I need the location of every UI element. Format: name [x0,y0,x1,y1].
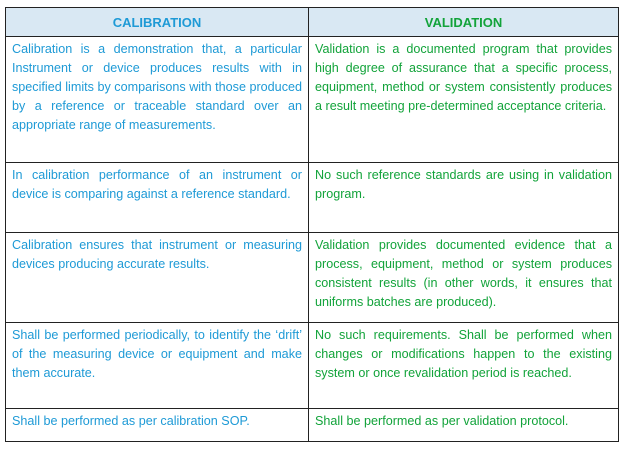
validation-reference-text: No such reference standards are using in validation program. [315,168,612,201]
validation-cell [309,323,619,409]
calibration-reference-text: In calibration performance of an instrument or device is comparing against a reference standard. [12,168,302,201]
calibration-cell [6,409,309,442]
calibration-cell [6,37,309,163]
calibration-definition-text: Calibration is a demonstration that, a particular Instrument or device produces results with in specified limits by comparisons with those produced by a reference or traceable standard over an appropriate range of measurements. [12,42,302,132]
validation-definition-text: Validation is a documented program that provides high degree of assurance that a specific process, equipment, method or system consistently produces a result meeting pre-determined acceptance criteria. [315,42,612,113]
validation-frequency-text: No such requirements. Shall be performed when changes or modifications happen to the existing system or once revalidation period is reached. [315,328,612,380]
validation-consistency-text: Validation provides documented evidence that a process, equipment, method or system produces consistent results (in other words, it ensures that uniforms batches are produced). [315,238,612,309]
validation-cell [309,37,619,163]
table-row [6,233,619,323]
table-row [6,323,619,409]
calibration-column-header: CALIBRATION [6,8,309,37]
calibration-procedure-text: Shall be performed as per calibration SOP. [12,414,250,428]
calibration-accuracy-text: Calibration ensures that instrument or measuring devices producing accurate results. [12,238,302,271]
calibration-cell [6,323,309,409]
validation-cell [309,233,619,323]
table-row [6,37,619,163]
calibration-cell [6,163,309,233]
validation-column-header: VALIDATION [309,8,619,37]
validation-cell [309,409,619,442]
validation-cell [309,163,619,233]
validation-procedure-text: Shall be performed as per validation protocol. [315,414,569,428]
comparison-table [5,7,619,442]
calibration-frequency-text: Shall be performed periodically, to identify the ‘drift’ of the measuring device or equipment and make them accurate. [12,328,302,380]
table-row [6,409,619,442]
table-row [6,163,619,233]
table-header-row [6,8,619,37]
calibration-cell [6,233,309,323]
